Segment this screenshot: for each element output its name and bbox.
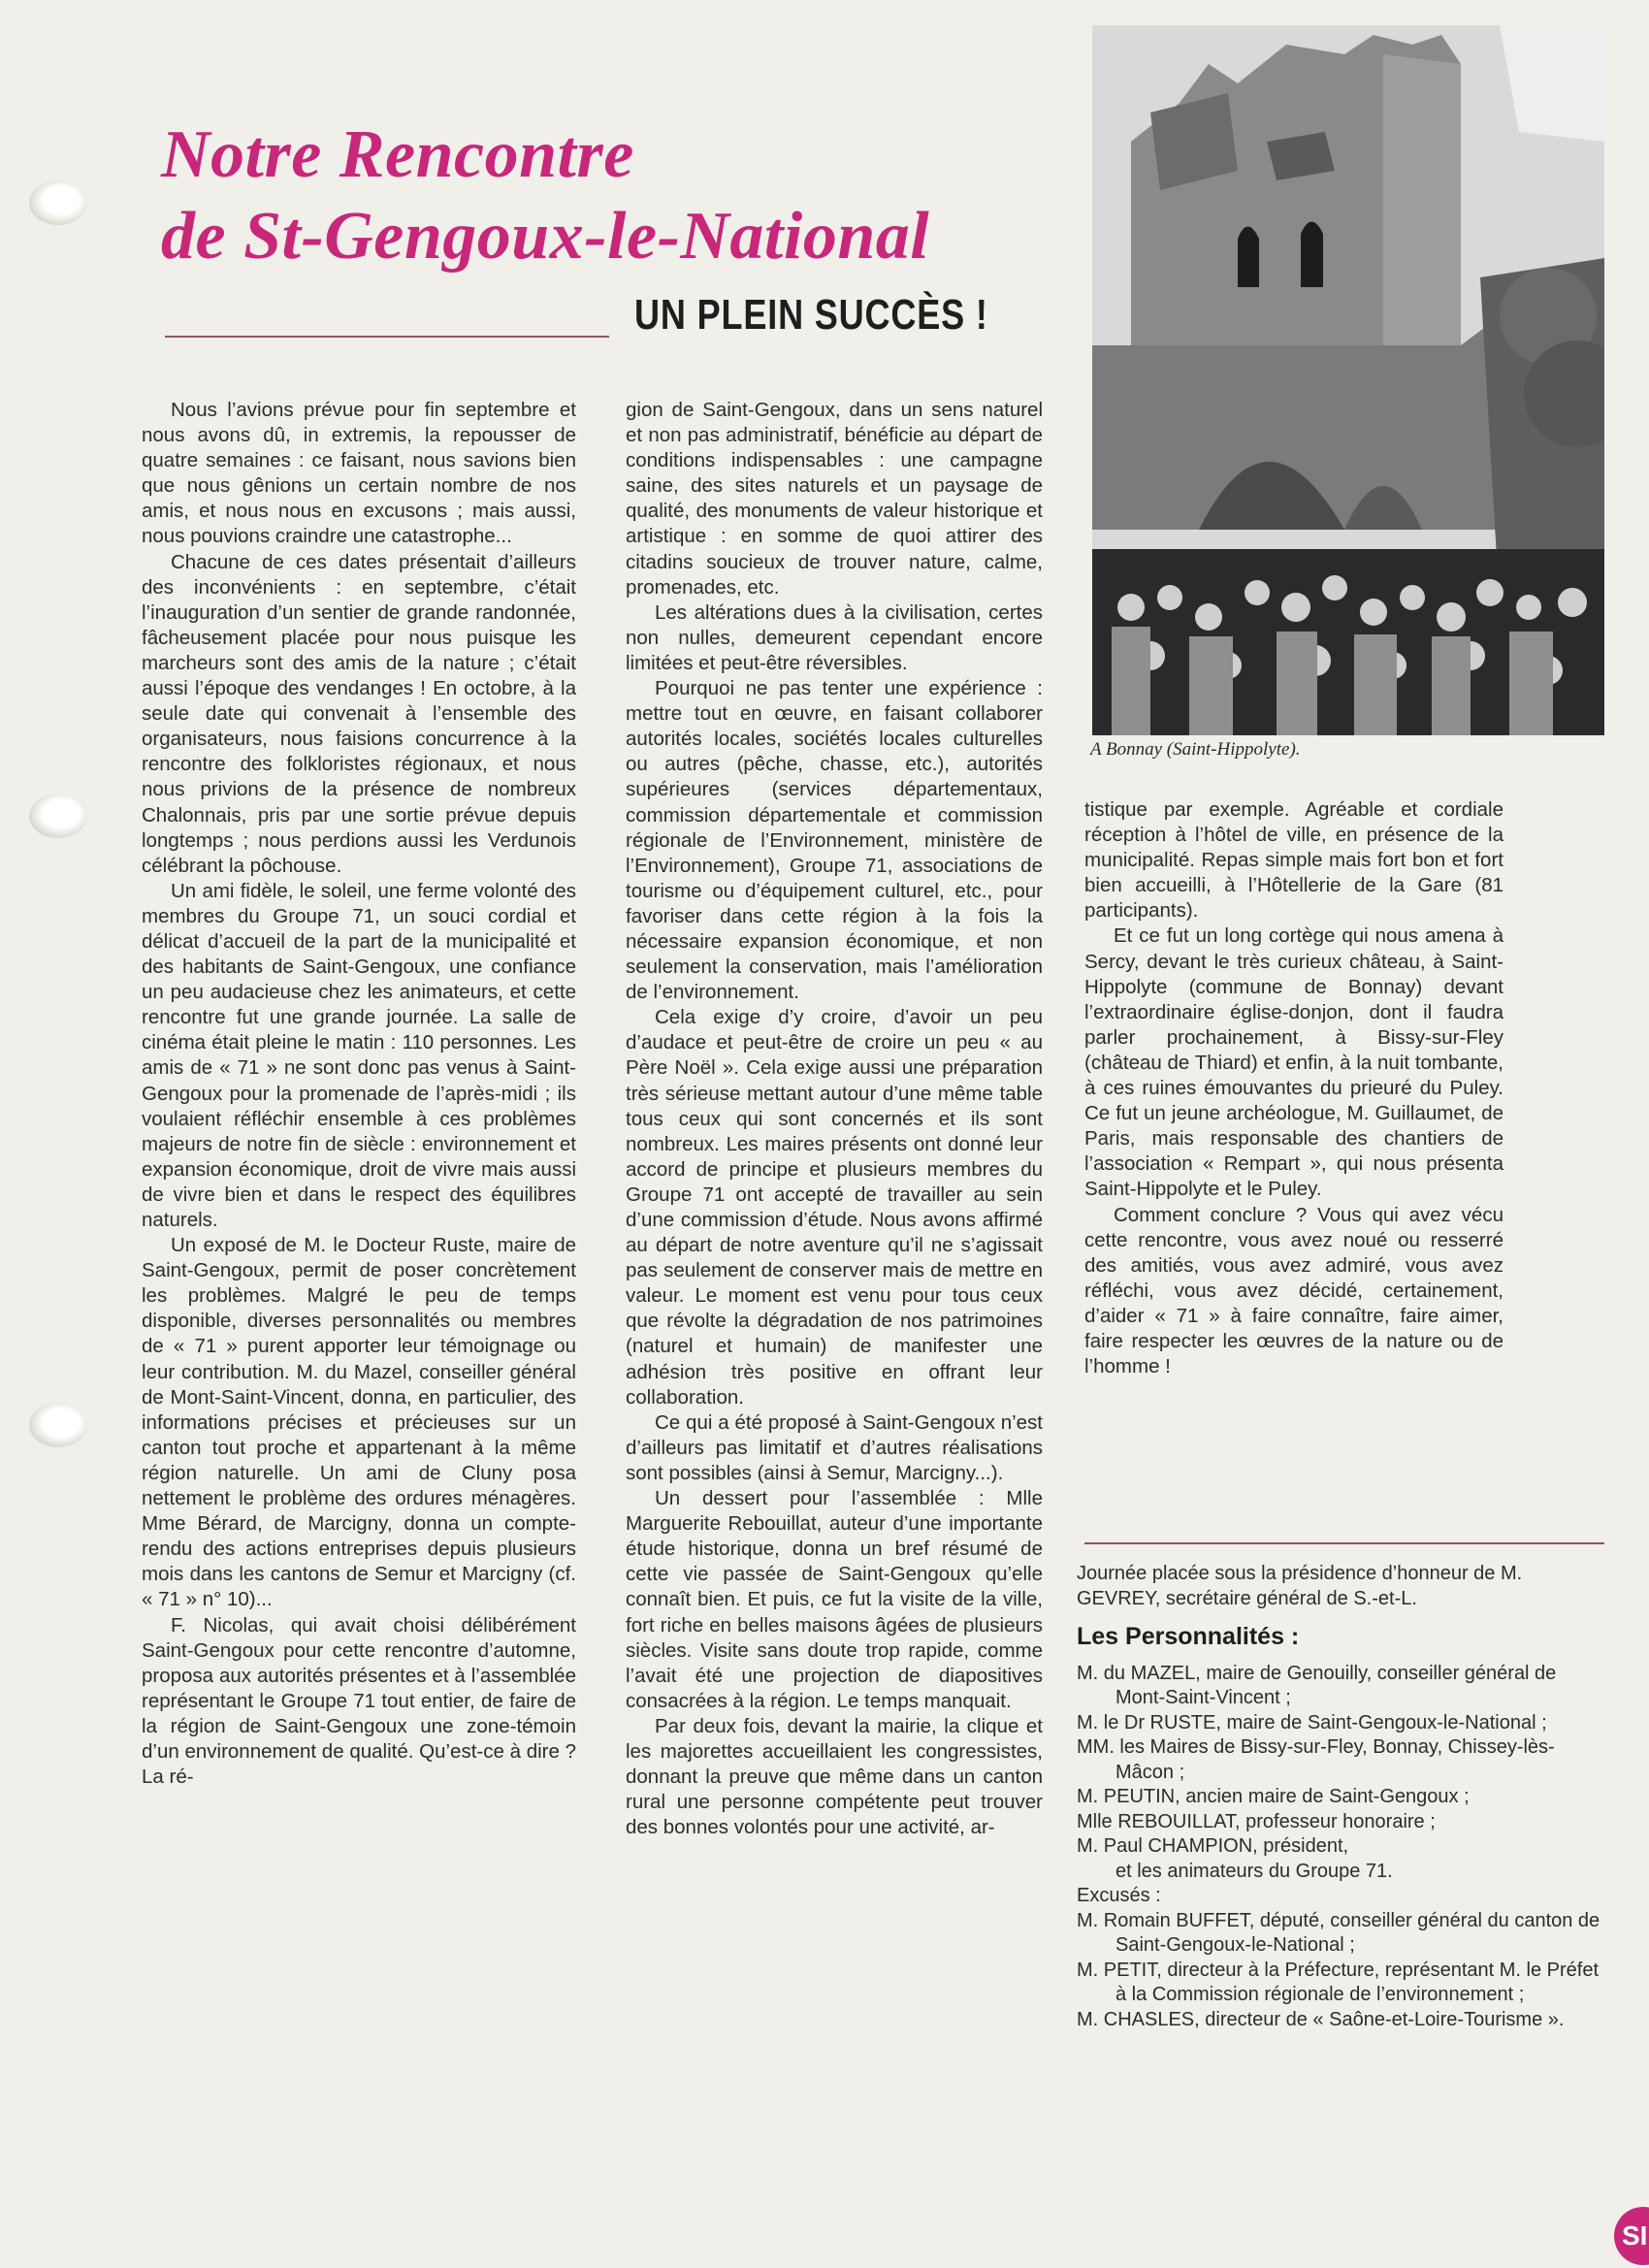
paragraph: F. Nicolas, qui avait choisi délibérément Saint-Gengoux pour cette rencontre d’automne, proposa aux autorités présentes et à l’assemblée représentant le Groupe 71 tout entier, de faire de la région de Saint-Gengoux une zone-témoin d’un environnement de qualité. Qu’est-ce à dire ? La ré- — [142, 1613, 576, 1789]
paragraph: Pourquoi ne pas tenter une expérience : mettre tout en œuvre, en faisant collaborer autorités locales, sociétés locales culturelles ou autres (pêche, chasse, etc.), autorités supérieures (services départementaux, commission départementale et commission régionale de l’Environnement, ministère de l’Environnement), Groupe 71, associations de tourisme ou d’équipement culturel, etc., pour favoriser dans cette région à la fois la nécessaire expansion économique, et non seulement la conservation, mais l’amélioration de l’environnement. — [626, 677, 1043, 1004]
paragraph: Les altérations dues à la civilisation, certes non nulles, demeurent cependant encore limitées et peut-être réversibles. — [626, 600, 1043, 674]
list-item-continuation: et les animateurs du Groupe 71. — [1116, 1860, 1393, 1882]
article-column-3 — [1084, 797, 1504, 1379]
sidebar-divider — [1084, 1542, 1604, 1544]
binder-hole-bottom — [29, 1403, 87, 1447]
list-item: M. Romain BUFFET, député, conseiller général du canton de Saint-Gengoux-le-National ; — [1077, 1909, 1600, 1956]
title-line-1: Notre Rencontre — [161, 117, 634, 192]
excuses-label: Excusés : — [1077, 1885, 1161, 1906]
personalities-heading: Les Personnalités : — [1077, 1623, 1300, 1650]
article-column-1 — [142, 398, 576, 1790]
paragraph: Un dessert pour l’assemblée : Mlle Marguerite Rebouillat, auteur d’une importante étude historique, donna un bref résumé de cette vie passée de Saint-Gengoux qu’elle connaît bien. Et puis, ce fut la visite de la ville, fort riche en belles maisons âgées de plusieurs siècles. Visite sans doute trop rapide, comme l’avait été une projection de diapositives consacrées à la région. Le temps manquait. — [626, 1487, 1043, 1712]
corner-page-mark: SI — [1614, 2207, 1649, 2265]
paragraph: Par deux fois, devant la mairie, la clique et les majorettes accueillaient les congressistes, donnant la preuve que même dans un canton rural une personne compétente peut trouver des bonnes volontés pour une activité, ar- — [626, 1714, 1043, 1839]
paragraph: tistique par exemple. Agréable et cordiale réception à l’hôtel de ville, en présence de la municipalité. Repas simple mais fort bon et fort bien accueilli, à l’Hôtellerie de la Gare (81 participants). — [1084, 798, 1504, 923]
personalities-box — [1077, 1562, 1600, 2032]
binder-hole-top — [29, 180, 87, 225]
paragraph: Comment conclure ? Vous qui avez vécu cette rencontre, vous avez noué ou resserré des amitiés, vous avez admiré, vous avez réfléchi, vous avez décidé, certainement, d’aider « 71 » à faire connaître, faire aimer, faire respecter les œuvres de la nature ou de l’homme ! — [1084, 1203, 1504, 1378]
photo-bonnay-church — [1092, 25, 1604, 735]
honorary-presidency: Journée placée sous la présidence d’honneur de M. GEVREY, secrétaire général de S.-et-L. — [1077, 1563, 1523, 1609]
article-subtitle: UN PLEIN SUCCÈS ! — [634, 291, 988, 339]
photo-illustration — [1092, 25, 1604, 735]
article-column-2 — [626, 398, 1043, 1840]
paragraph: Un ami fidèle, le soleil, une ferme volonté des membres du Groupe 71, un souci cordial et délicat d’accueil de la part de la municipalité et des habitants de Saint-Gengoux, une confiance un peu audacieuse chez les animateurs, et cette rencontre fut une grande journée. La salle de cinéma était pleine le matin : 110 personnes. Les amis de « 71 » ne sont donc pas venus à Saint-Gengoux pour la promenade de l’après-midi ; ils voulaient réfléchir ensemble à ces problèmes majeurs de notre fin de siècle : environnement et expansion économique, droit de vivre mais aussi de vivre bien et dans le respect des équilibres naturels. — [142, 879, 576, 1231]
photo-caption: A Bonnay (Saint-Hippolyte). — [1090, 739, 1301, 760]
list-item: M. PEUTIN, ancien maire de Saint-Gengoux ; — [1077, 1786, 1470, 1807]
paragraph: Et ce fut un long cortège qui nous amena à Sercy, devant le très curieux château, à Saint-Hippolyte (commune de Bonnay) devant l’extraordinaire église-donjon, dont il faudra parler prochainement, à Bissy-sur-Fley (château de Thiard) et enfin, à la nuit tombante, à ces ruines émouvantes du prieuré du Puley. Ce fut un jeune archéologue, M. Guillaumet, de Paris, mais responsable des chantiers de l’association « Rempart », qui nous présenta Saint-Hippolyte et le Puley. — [1084, 924, 1504, 1201]
title-divider — [165, 336, 609, 338]
list-item: M. CHASLES, directeur de « Saône-et-Loire-Tourisme ». — [1077, 2008, 1565, 2030]
article-title — [161, 114, 1053, 277]
list-item: M. du MAZEL, maire de Genouilly, conseiller général de Mont-Saint-Vincent ; — [1077, 1662, 1557, 1708]
list-item: MM. les Maires de Bissy-sur-Fley, Bonnay, Chissey-lès-Mâcon ; — [1077, 1736, 1555, 1783]
paragraph: Nous l’avions prévue pour fin septembre et nous avons dû, in extremis, la repousser de quatre semaines : ce faisant, nous savions bien que nous gênions un certain nombre de nos amis, et nous nous en excusons ; mais aussi, nous pouvions craindre une catastrophe... — [142, 399, 576, 548]
paragraph: Un exposé de M. le Docteur Ruste, maire de Saint-Gengoux, permit de poser concrètement les problèmes. Malgré le peu de temps disponible, diverses personnalités ou membres de « 71 » purent apporter leur témoignage ou leur contribution. M. du Mazel, conseiller général de Mont-Saint-Vincent, donna, en particulier, des informations précises et précieuses sur un canton tout proche et appartenant à la même région naturelle. Un ami de Cluny posa nettement le problème des ordures ménagères. Mme Bérard, de Marcigny, donna un compte-rendu des actions entreprises depuis plusieurs mois dans les cantons de Semur et Marcigny (cf. « 71 » n° 10)... — [142, 1234, 576, 1611]
list-item: M. le Dr RUSTE, maire de Saint-Gengoux-le-National ; — [1077, 1711, 1547, 1733]
paragraph: Cela exige d’y croire, d’avoir un peu d’audace et peut-être de croire un peu « au Père Noël ». Cela exige aussi une préparation très sérieuse mettant autour d’une même table tous ceux qui sont concernés et ils sont nombreux. Les maires présents ont donné leur accord de principe et plusieurs membres du Groupe 71 ont accepté de travailler au sein d’une commission d’étude. Nous avons affirmé au départ de notre aventure qu’il ne s’agissait pas seulement de conserver mais de mettre en valeur. Le moment est venu pour tous ceux que révolte la dégradation de nos patrimoines (naturel et humain) de manifester une adhésion très positive en offrant leur collaboration. — [626, 1006, 1043, 1409]
paragraph: Chacune de ces dates présentait d’ailleurs des inconvénients : en septembre, c’était l’inauguration d’un sentier de grande randonnée, fâcheusement placée pour nous puisque les marcheurs sont des amis de la nature ; c’était aussi l’époque des vendanges ! En octobre, à la seule date qui convenait à l’ensemble des organisateurs, nous faisions concurrence à la rencontre des folkloristes régionaux, et nous nous privions de la présence de nombreux Chalonnais, pris par une sortie prévue depuis longtemps ; nous perdions aussi les Verdunois célébrant la pôchouse. — [142, 550, 576, 877]
title-line-2: de St-Gengoux-le-National — [161, 199, 930, 274]
list-item: M. Paul CHAMPION, président, — [1077, 1835, 1349, 1857]
list-item: Mlle REBOUILLAT, professeur honoraire ; — [1077, 1810, 1436, 1832]
paragraph: gion de Saint-Gengoux, dans un sens naturel et non pas administratif, bénéficie au départ de conditions indispensables : une campagne saine, des sites naturels et un paysage de qualité, des monuments de valeur historique et artistique : en somme de quoi attirer des citadins soucieux de trouver nature, calme, promenades, etc. — [626, 399, 1043, 599]
list-item: M. PETIT, directeur à la Préfecture, représentant M. le Préfet à la Commission régionale de l’environnement ; — [1077, 1959, 1599, 2005]
binder-hole-middle — [29, 794, 87, 838]
paragraph: Ce qui a été proposé à Saint-Gengoux n’est d’ailleurs pas limitatif et d’autres réalisations sont possibles (ainsi à Semur, Marcigny...). — [626, 1410, 1043, 1484]
